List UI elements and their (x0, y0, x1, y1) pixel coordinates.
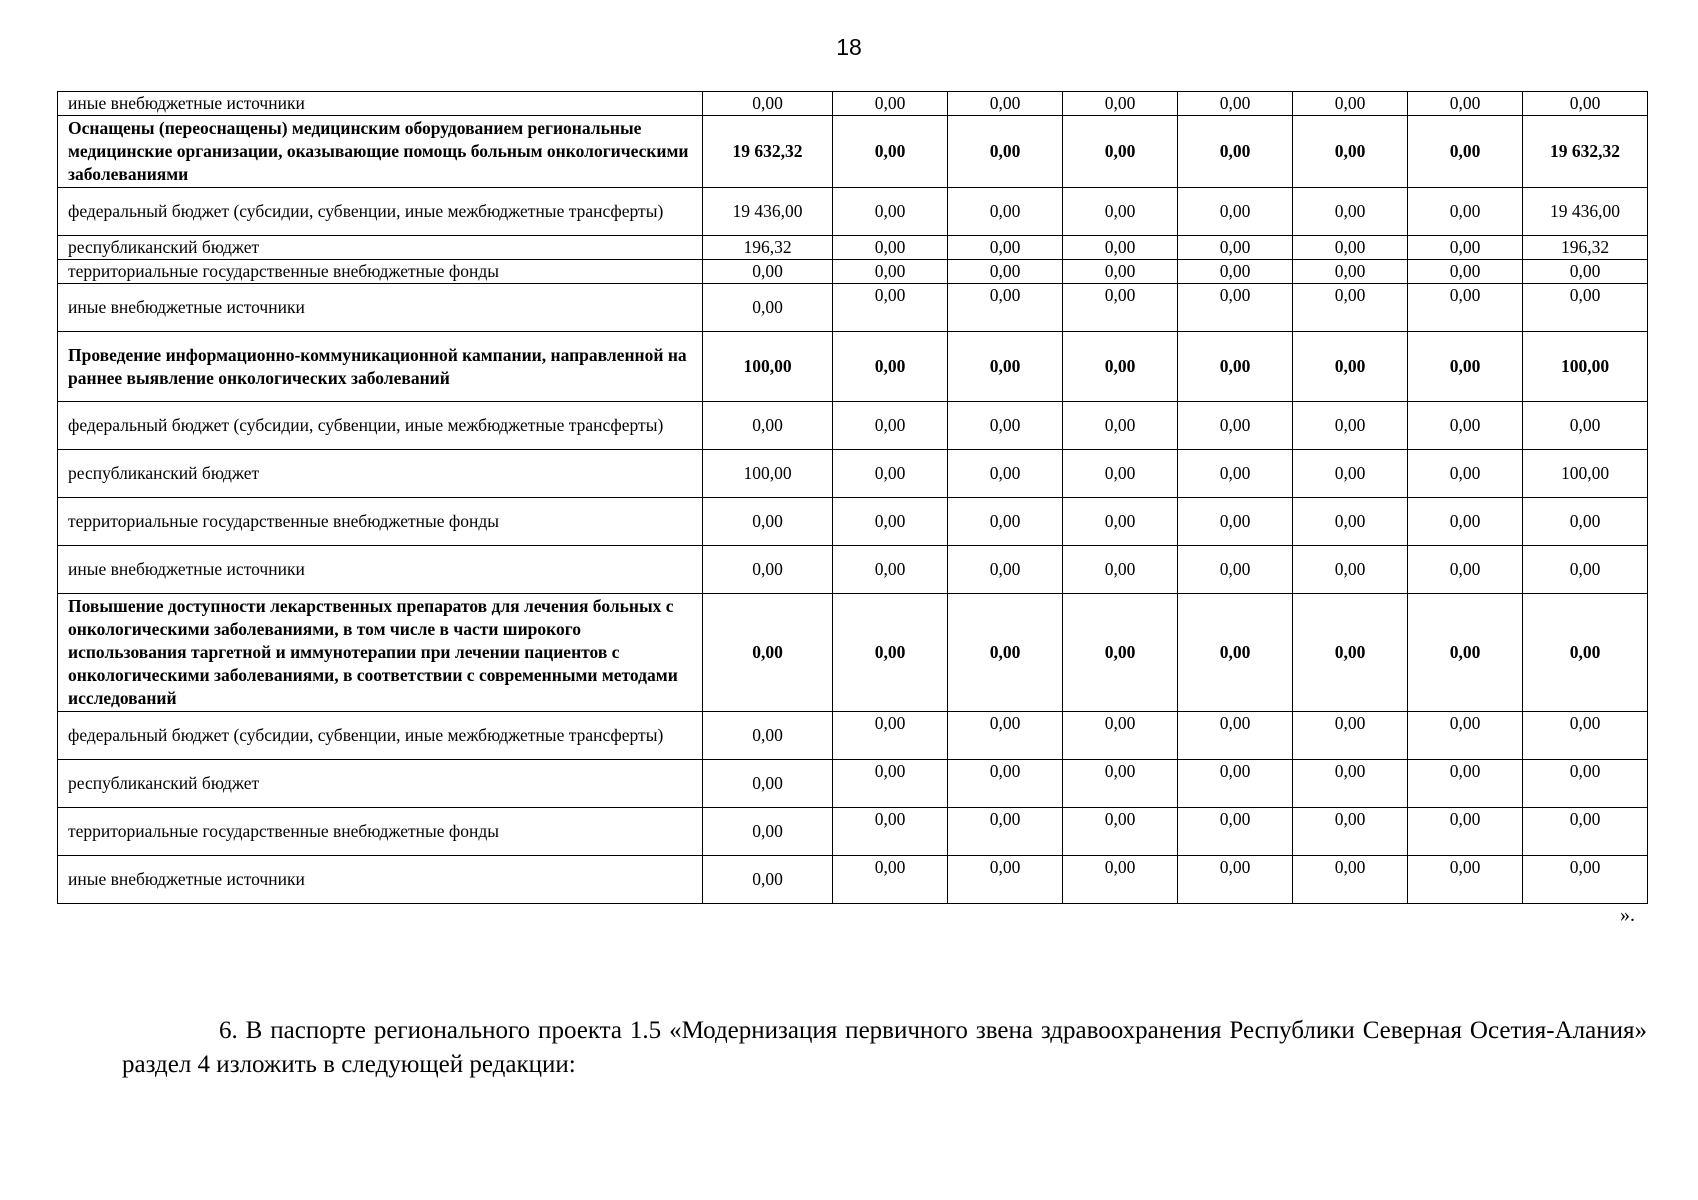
value-cell: 0,00 (1293, 808, 1408, 856)
value-cell: 0,00 (833, 116, 948, 188)
row-label: Повышение доступности лекарственных препаратов для лечения больных с онкологическими заболеваниями, в том числе в части широкого использования таргетной и иммунотерапии при лечении пациентов с онкологическими заболеваниями, в соответствии с современными методами исследований (58, 594, 703, 712)
value-cell: 0,00 (1293, 546, 1408, 594)
row-label: территориальные государственные внебюджетные фонды (58, 260, 703, 284)
value-cell: 0,00 (1523, 760, 1648, 808)
value-cell: 0,00 (1178, 450, 1293, 498)
value-cell: 0,00 (703, 260, 833, 284)
value-cell: 0,00 (1063, 498, 1178, 546)
budget-table-body (58, 92, 1648, 904)
value-cell: 0,00 (1408, 760, 1523, 808)
row-label: Проведение информационно-коммуникационной кампании, направленной на раннее выявление онкологических заболеваний (58, 332, 703, 402)
value-cell: 0,00 (833, 856, 948, 904)
value-cell: 0,00 (703, 712, 833, 760)
value-cell: 0,00 (1293, 856, 1408, 904)
value-cell: 0,00 (948, 260, 1063, 284)
table-row (58, 260, 1648, 284)
value-cell: 0,00 (1523, 808, 1648, 856)
value-cell: 0,00 (833, 712, 948, 760)
value-cell: 0,00 (703, 498, 833, 546)
table-row (58, 284, 1648, 332)
page-number: 18 (836, 34, 862, 60)
value-cell: 0,00 (1523, 260, 1648, 284)
value-cell: 0,00 (833, 498, 948, 546)
value-cell: 0,00 (1408, 284, 1523, 332)
value-cell: 0,00 (1178, 760, 1293, 808)
value-cell: 0,00 (1408, 712, 1523, 760)
value-cell: 19 436,00 (703, 188, 833, 236)
value-cell: 0,00 (1063, 332, 1178, 402)
value-cell: 0,00 (948, 594, 1063, 712)
row-label: республиканский бюджет (58, 760, 703, 808)
value-cell: 100,00 (703, 450, 833, 498)
table-row (58, 594, 1648, 712)
value-cell: 0,00 (1063, 236, 1178, 260)
table-row (58, 188, 1648, 236)
value-cell: 0,00 (1408, 402, 1523, 450)
value-cell: 0,00 (1293, 260, 1408, 284)
value-cell: 0,00 (948, 188, 1063, 236)
table-row (58, 236, 1648, 260)
value-cell: 0,00 (1408, 236, 1523, 260)
value-cell: 0,00 (948, 760, 1063, 808)
value-cell: 0,00 (1178, 260, 1293, 284)
value-cell: 0,00 (1178, 712, 1293, 760)
value-cell: 0,00 (1063, 92, 1178, 116)
table-row (58, 856, 1648, 904)
value-cell: 0,00 (1178, 808, 1293, 856)
value-cell: 0,00 (1408, 116, 1523, 188)
row-label: республиканский бюджет (58, 236, 703, 260)
value-cell: 0,00 (1293, 236, 1408, 260)
value-cell: 0,00 (833, 332, 948, 402)
value-cell: 0,00 (1063, 546, 1178, 594)
value-cell: 0,00 (703, 92, 833, 116)
value-cell: 0,00 (833, 236, 948, 260)
value-cell: 0,00 (948, 712, 1063, 760)
row-label: иные внебюджетные источники (58, 284, 703, 332)
closing-quote: ». (1620, 904, 1635, 926)
value-cell: 0,00 (1293, 284, 1408, 332)
value-cell: 0,00 (1178, 116, 1293, 188)
value-cell: 0,00 (1293, 332, 1408, 402)
value-cell: 0,00 (703, 856, 833, 904)
value-cell: 19 632,32 (703, 116, 833, 188)
value-cell: 100,00 (1523, 450, 1648, 498)
value-cell: 0,00 (948, 116, 1063, 188)
value-cell: 0,00 (1178, 284, 1293, 332)
value-cell: 0,00 (833, 760, 948, 808)
value-cell: 0,00 (1178, 402, 1293, 450)
value-cell: 0,00 (1293, 92, 1408, 116)
row-label: иные внебюджетные источники (58, 546, 703, 594)
table-row (58, 808, 1648, 856)
value-cell: 0,00 (703, 808, 833, 856)
value-cell: 0,00 (948, 332, 1063, 402)
value-cell: 0,00 (1408, 808, 1523, 856)
value-cell: 0,00 (1293, 116, 1408, 188)
section-paragraph: 6. В паспорте регионального проекта 1.5 «Модернизация первичного звена здравоохранения Республики Северная Осетия-Алания» раздел 4 изложить в следующей редакции: (122, 1017, 1647, 1078)
value-cell: 0,00 (948, 498, 1063, 546)
budget-table (57, 91, 1648, 904)
value-cell: 0,00 (1523, 498, 1648, 546)
value-cell: 0,00 (1178, 236, 1293, 260)
row-label: иные внебюджетные источники (58, 92, 703, 116)
table-row (58, 712, 1648, 760)
row-label: федеральный бюджет (субсидии, субвенции, иные межбюджетные трансферты) (58, 402, 703, 450)
value-cell: 19 632,32 (1523, 116, 1648, 188)
value-cell: 0,00 (703, 402, 833, 450)
value-cell: 0,00 (703, 284, 833, 332)
value-cell: 196,32 (1523, 236, 1648, 260)
row-label: республиканский бюджет (58, 450, 703, 498)
value-cell: 0,00 (1523, 402, 1648, 450)
value-cell: 0,00 (1063, 856, 1178, 904)
row-label: иные внебюджетные источники (58, 856, 703, 904)
value-cell: 0,00 (703, 760, 833, 808)
value-cell: 0,00 (1178, 856, 1293, 904)
value-cell: 0,00 (1063, 284, 1178, 332)
value-cell: 0,00 (1178, 594, 1293, 712)
value-cell: 0,00 (1523, 856, 1648, 904)
value-cell: 0,00 (1523, 284, 1648, 332)
value-cell: 0,00 (1293, 760, 1408, 808)
value-cell: 0,00 (948, 808, 1063, 856)
value-cell: 0,00 (1293, 712, 1408, 760)
value-cell: 0,00 (1063, 594, 1178, 712)
value-cell: 0,00 (1063, 188, 1178, 236)
value-cell: 0,00 (1178, 498, 1293, 546)
table-row (58, 332, 1648, 402)
value-cell: 0,00 (1063, 808, 1178, 856)
value-cell: 0,00 (833, 546, 948, 594)
row-label: территориальные государственные внебюджетные фонды (58, 808, 703, 856)
row-label: территориальные государственные внебюджетные фонды (58, 498, 703, 546)
value-cell: 0,00 (1408, 856, 1523, 904)
row-label: федеральный бюджет (субсидии, субвенции, иные межбюджетные трансферты) (58, 712, 703, 760)
value-cell: 0,00 (833, 594, 948, 712)
value-cell: 0,00 (833, 92, 948, 116)
value-cell: 0,00 (833, 260, 948, 284)
value-cell: 0,00 (1293, 594, 1408, 712)
value-cell: 0,00 (1408, 332, 1523, 402)
value-cell: 0,00 (1523, 546, 1648, 594)
value-cell: 0,00 (703, 546, 833, 594)
value-cell: 0,00 (1523, 594, 1648, 712)
value-cell: 0,00 (948, 236, 1063, 260)
value-cell: 0,00 (1178, 546, 1293, 594)
value-cell: 0,00 (1408, 450, 1523, 498)
value-cell: 0,00 (1063, 402, 1178, 450)
value-cell: 0,00 (833, 450, 948, 498)
value-cell: 0,00 (1293, 498, 1408, 546)
value-cell: 0,00 (1408, 260, 1523, 284)
value-cell: 0,00 (1523, 712, 1648, 760)
value-cell: 0,00 (1063, 450, 1178, 498)
value-cell: 0,00 (1178, 188, 1293, 236)
value-cell: 100,00 (1523, 332, 1648, 402)
value-cell: 0,00 (1293, 402, 1408, 450)
value-cell: 0,00 (1293, 188, 1408, 236)
table-row (58, 402, 1648, 450)
value-cell: 100,00 (703, 332, 833, 402)
value-cell: 0,00 (948, 856, 1063, 904)
table-row (58, 760, 1648, 808)
value-cell: 0,00 (833, 808, 948, 856)
table-row (58, 498, 1648, 546)
value-cell: 0,00 (1408, 594, 1523, 712)
table-row (58, 546, 1648, 594)
value-cell: 0,00 (1063, 116, 1178, 188)
value-cell: 0,00 (948, 402, 1063, 450)
value-cell: 0,00 (1063, 760, 1178, 808)
value-cell: 0,00 (948, 92, 1063, 116)
value-cell: 0,00 (1408, 498, 1523, 546)
table-row (58, 92, 1648, 116)
table-row (58, 116, 1648, 188)
value-cell: 0,00 (1063, 712, 1178, 760)
value-cell: 0,00 (1293, 450, 1408, 498)
value-cell: 0,00 (1408, 92, 1523, 116)
value-cell: 0,00 (833, 188, 948, 236)
row-label: федеральный бюджет (субсидии, субвенции, иные межбюджетные трансферты) (58, 188, 703, 236)
value-cell: 0,00 (948, 450, 1063, 498)
value-cell: 196,32 (703, 236, 833, 260)
value-cell: 0,00 (1063, 260, 1178, 284)
value-cell: 0,00 (1408, 188, 1523, 236)
table-row (58, 450, 1648, 498)
value-cell: 0,00 (1523, 92, 1648, 116)
value-cell: 0,00 (833, 284, 948, 332)
value-cell: 0,00 (833, 402, 948, 450)
row-label: Оснащены (переоснащены) медицинским оборудованием региональные медицинские организации, оказывающие помощь больным онкологическими заболеваниями (58, 116, 703, 188)
value-cell: 0,00 (1178, 332, 1293, 402)
value-cell: 0,00 (703, 594, 833, 712)
value-cell: 0,00 (948, 546, 1063, 594)
value-cell: 0,00 (948, 284, 1063, 332)
value-cell: 19 436,00 (1523, 188, 1648, 236)
value-cell: 0,00 (1408, 546, 1523, 594)
value-cell: 0,00 (1178, 92, 1293, 116)
